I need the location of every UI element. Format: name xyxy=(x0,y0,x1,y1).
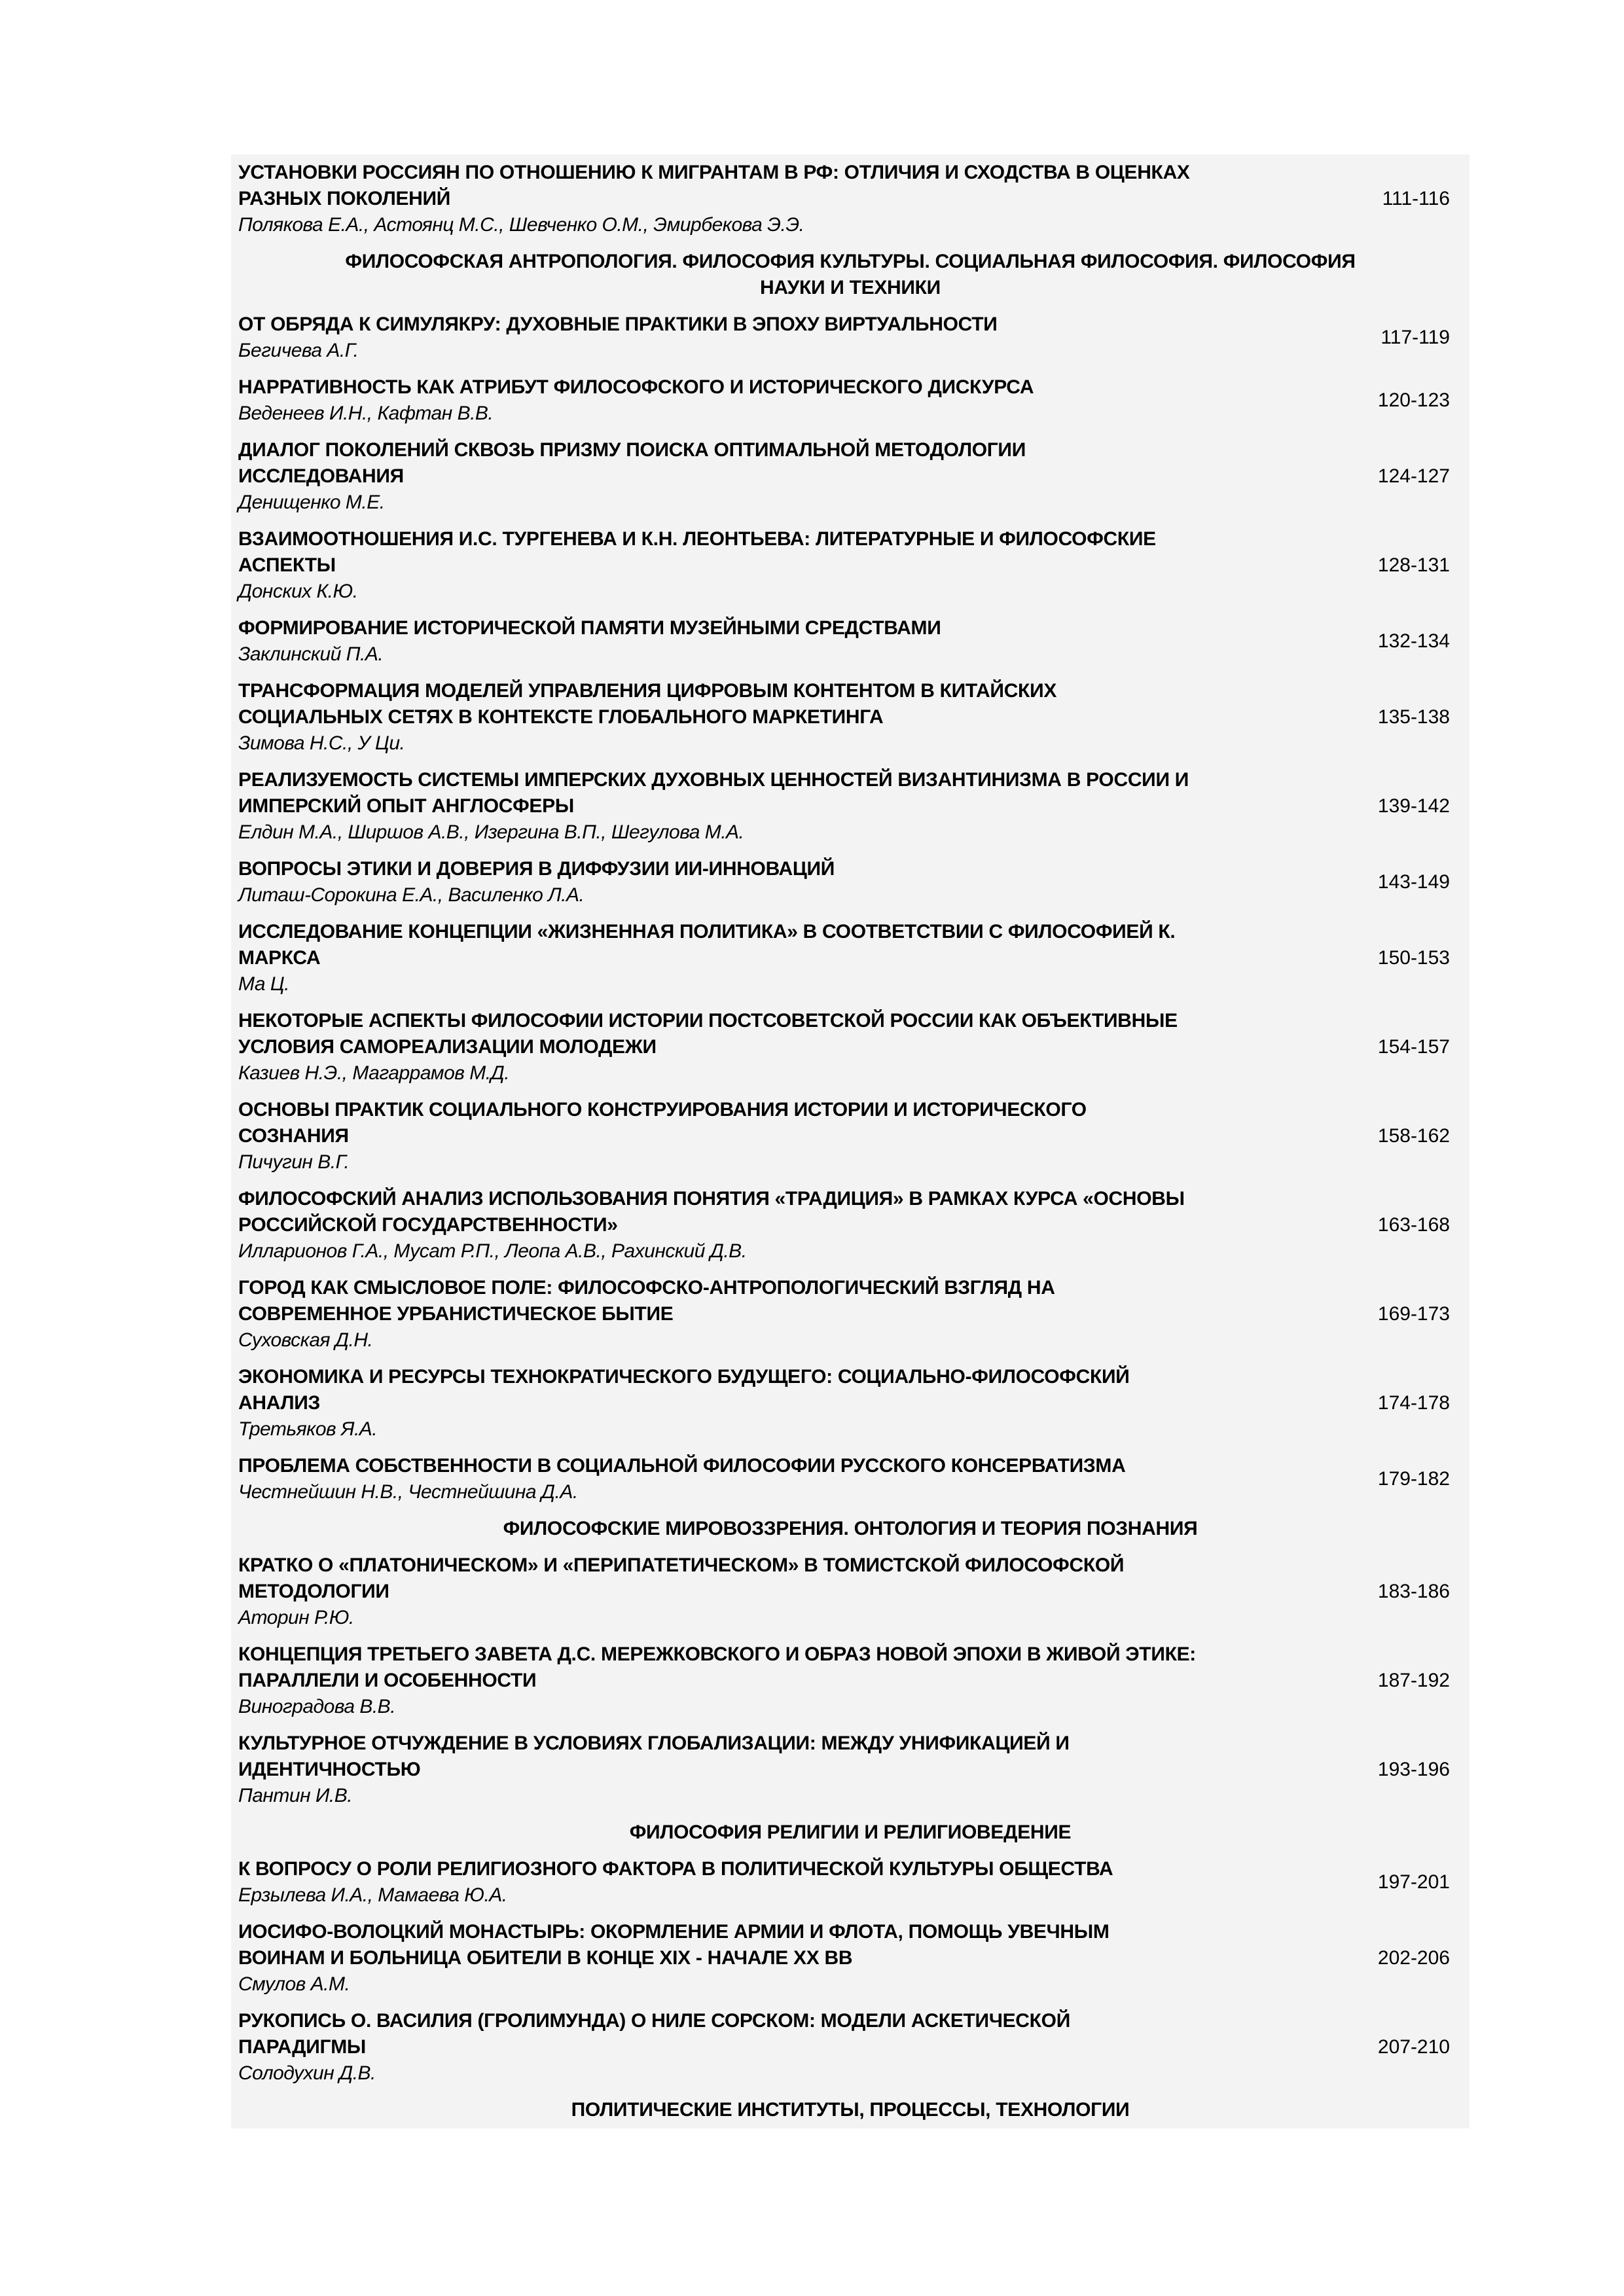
section-heading: ФИЛОСОФСКИЕ МИРОВОЗЗРЕНИЯ. ОНТОЛОГИЯ И ТЕОРИЯ ПОЗНАНИЯ xyxy=(503,1518,1198,1539)
entry-title: ДИАЛОГ ПОКОЛЕНИЙ СКВОЗЬ ПРИЗМУ ПОИСКА ОПТИМАЛЬНОЙ МЕТОДОЛОГИИ ИССЛЕДОВАНИЯ xyxy=(238,439,1026,487)
toc-entry xyxy=(231,306,1470,369)
entry-pages: 154-157 xyxy=(1377,1036,1450,1058)
entry-pages: 179-182 xyxy=(1377,1468,1450,1490)
entry-authors: Третьяков Я.А. xyxy=(238,1418,378,1440)
entry-pages: 158-162 xyxy=(1377,1125,1450,1147)
entry-pages: 111-116 xyxy=(1382,188,1450,209)
entry-text xyxy=(231,1641,1364,1720)
entry-authors: Солодухин Д.В. xyxy=(238,2062,376,2084)
entry-text xyxy=(231,1364,1364,1443)
entry-title: КОНЦЕПЦИЯ ТРЕТЬЕГО ЗАВЕТА Д.С. МЕРЕЖКОВСКОГО И ОБРАЗ НОВОЙ ЭПОХИ В ЖИВОЙ ЭТИКЕ: ПАРАЛЛЕЛИ И ОСОБЕННОСТИ xyxy=(238,1643,1196,1691)
entry-title: ИССЛЕДОВАНИЕ КОНЦЕПЦИИ «ЖИЗНЕННАЯ ПОЛИТИКА» В СООТВЕТСТВИИ С ФИЛОСОФИЕЙ К. МАРКСА xyxy=(238,921,1176,969)
entry-pages: 202-206 xyxy=(1377,1947,1450,1969)
entry-pages: 120-123 xyxy=(1377,389,1450,411)
toc-entry xyxy=(231,851,1470,914)
entry-title: УСТАНОВКИ РОССИЯН ПО ОТНОШЕНИЮ К МИГРАНТАМ В РФ: ОТЛИЧИЯ И СХОДСТВА В ОЦЕНКАХ РАЗНЫХ ПОКОЛЕНИЙ xyxy=(238,162,1190,209)
entry-authors: Смулов А.М. xyxy=(238,1973,350,1995)
entry-authors: Пантин И.В. xyxy=(238,1785,353,1806)
entry-pages: 193-196 xyxy=(1377,1759,1450,1780)
entry-text xyxy=(231,1731,1364,1809)
entry-authors: Илларионов Г.А., Мусат Р.П., Леопа А.В., Рахинский Д.В. xyxy=(238,1240,747,1262)
entry-authors: Донских К.Ю. xyxy=(238,581,358,602)
entry-pages: 174-178 xyxy=(1377,1392,1450,1414)
entry-text xyxy=(231,1097,1364,1175)
entry-title: ТРАНСФОРМАЦИЯ МОДЕЛЕЙ УПРАВЛЕНИЯ ЦИФРОВЫМ КОНТЕНТОМ В КИТАЙСКИХ СОЦИАЛЬНЫХ СЕТЯХ В КОНТЕКСТЕ ГЛОБАЛЬНОГО МАРКЕТИНГА xyxy=(238,680,1057,728)
entry-text xyxy=(231,437,1364,516)
entry-title: ОТ ОБРЯДА К СИМУЛЯКРУ: ДУХОВНЫЕ ПРАКТИКИ В ЭПОХУ ВИРТУАЛЬНОСТИ xyxy=(238,314,998,335)
entry-title: ФИЛОСОФСКИЙ АНАЛИЗ ИСПОЛЬЗОВАНИЯ ПОНЯТИЯ «ТРАДИЦИЯ» В РАМКАХ КУРСА «ОСНОВЫ РОССИЙСКОЙ ГОСУДАРСТВЕННОСТИ» xyxy=(238,1188,1185,1236)
entry-pages: 117-119 xyxy=(1380,327,1450,348)
entry-text xyxy=(231,1919,1364,1998)
entry-pages: 135-138 xyxy=(1377,706,1450,728)
entry-title: ВЗАИМООТНОШЕНИЯ И.С. ТУРГЕНЕВА И К.Н. ЛЕОНТЬЕВА: ЛИТЕРАТУРНЫЕ И ФИЛОСОФСКИЕ АСПЕКТЫ xyxy=(238,528,1156,576)
entry-authors: Аторин Р.Ю. xyxy=(238,1607,354,1628)
entry-authors: Виноградова В.В. xyxy=(238,1696,396,1717)
entry-title: РУКОПИСЬ О. ВАСИЛИЯ (ГРОЛИМУНДА) О НИЛЕ СОРСКОМ: МОДЕЛИ АСКЕТИЧЕСКОЙ ПАРАДИГМЫ xyxy=(238,2010,1070,2058)
entry-title: ЭКОНОМИКА И РЕСУРСЫ ТЕХНОКРАТИЧЕСКОГО БУДУЩЕГО: СОЦИАЛЬНО-ФИЛОСОФСКИЙ АНАЛИЗ xyxy=(238,1366,1130,1414)
entry-text xyxy=(231,919,1364,997)
entry-pages: 150-153 xyxy=(1377,947,1450,969)
entry-pages: 183-186 xyxy=(1377,1581,1450,1602)
toc-entry xyxy=(231,1270,1470,1359)
entry-authors: Честнейшин Н.В., Честнейшина Д.А. xyxy=(238,1481,578,1503)
toc-entry xyxy=(231,154,1470,243)
entry-title: ОСНОВЫ ПРАКТИК СОЦИАЛЬНОГО КОНСТРУИРОВАНИЯ ИСТОРИИ И ИСТОРИЧЕСКОГО СОЗНАНИЯ xyxy=(238,1099,1087,1147)
entry-pages: 187-192 xyxy=(1377,1670,1450,1691)
toc-entry xyxy=(231,1851,1470,1914)
entry-authors: Заклинский П.А. xyxy=(238,643,384,665)
entry-title: ФОРМИРОВАНИЕ ИСТОРИЧЕСКОЙ ПАМЯТИ МУЗЕЙНЫМИ СРЕДСТВАМИ xyxy=(238,617,941,639)
section-heading: ПОЛИТИЧЕСКИЕ ИНСТИТУТЫ, ПРОЦЕССЫ, ТЕХНОЛОГИИ xyxy=(571,2099,1130,2121)
entry-title: ИОСИФО-ВОЛОЦКИЙ МОНАСТЫРЬ: ОКОРМЛЕНИЕ АРМИИ И ФЛОТА, ПОМОЩЬ УВЕЧНЫМ ВОИНАМ И БОЛЬНИЦА ОБИТЕЛИ В КОНЦЕ XIX - НАЧАЛЕ XX ВВ xyxy=(238,1921,1110,1969)
toc-entry xyxy=(231,914,1470,1003)
entry-title: ВОПРОСЫ ЭТИКИ И ДОВЕРИЯ В ДИФФУЗИИ ИИ-ИННОВАЦИЙ xyxy=(238,858,835,880)
toc-entry xyxy=(231,1914,1470,2003)
entry-title: НЕКОТОРЫЕ АСПЕКТЫ ФИЛОСОФИИ ИСТОРИИ ПОСТСОВЕТСКОЙ РОССИИ КАК ОБЪЕКТИВНЫЕ УСЛОВИЯ САМОРЕАЛИЗАЦИИ МОЛОДЕЖИ xyxy=(238,1010,1178,1058)
toc-entry xyxy=(231,369,1470,432)
entry-title: ПРОБЛЕМА СОБСТВЕННОСТИ В СОЦИАЛЬНОЙ ФИЛОСОФИИ РУССКОГО КОНСЕРВАТИЗМА xyxy=(238,1455,1126,1477)
toc-entry xyxy=(231,1547,1470,1636)
section-heading: ФИЛОСОФИЯ РЕЛИГИИ И РЕЛИГИОВЕДЕНИЕ xyxy=(629,1821,1072,1843)
toc-entry xyxy=(231,1448,1470,1511)
entry-text xyxy=(231,1186,1364,1265)
toc-entry xyxy=(231,1092,1470,1181)
entry-title: КРАТКО О «ПЛАТОНИЧЕСКОМ» И «ПЕРИПАТЕТИЧЕСКОМ» В ТОМИСТСКОЙ ФИЛОСОФСКОЙ МЕТОДОЛОГИИ xyxy=(238,1554,1125,1602)
entry-title: ГОРОД КАК СМЫСЛОВОЕ ПОЛЕ: ФИЛОСОФСКО-АНТРОПОЛОГИЧЕСКИЙ ВЗГЛЯД НА СОВРЕМЕННОЕ УРБАНИСТИЧЕСКОЕ БЫТИЕ xyxy=(238,1277,1055,1325)
entry-text xyxy=(231,856,1364,908)
entry-title: К ВОПРОСУ О РОЛИ РЕЛИГИОЗНОГО ФАКТОРА В ПОЛИТИЧЕСКОЙ КУЛЬТУРЫ ОБЩЕСТВА xyxy=(238,1858,1113,1880)
toc-entry xyxy=(231,1003,1470,1092)
entry-text xyxy=(231,1008,1364,1086)
entry-text xyxy=(231,678,1364,757)
entry-text xyxy=(231,615,1364,668)
entry-authors: Ма Ц. xyxy=(238,973,289,995)
toc-entry xyxy=(231,521,1470,610)
entry-text xyxy=(231,160,1364,238)
entry-authors: Бегичева А.Г. xyxy=(238,340,359,361)
entry-authors: Денищенко М.Е. xyxy=(238,492,385,513)
entry-pages: 169-173 xyxy=(1377,1303,1450,1325)
table-of-contents xyxy=(231,154,1470,2128)
entry-authors: Казиев Н.Э., Магаррамов М.Д. xyxy=(238,1062,510,1084)
toc-entry xyxy=(231,432,1470,521)
entry-text xyxy=(231,1856,1364,1909)
entry-text xyxy=(231,526,1364,605)
entry-authors: Зимова Н.С., У Ци. xyxy=(238,732,405,754)
entry-pages: 124-127 xyxy=(1377,465,1450,487)
toc-entry xyxy=(231,673,1470,762)
toc-entry xyxy=(231,610,1470,673)
toc-entry xyxy=(231,1359,1470,1448)
entry-authors: Веденеев И.Н., Кафтан В.В. xyxy=(238,403,494,424)
entry-pages: 207-210 xyxy=(1377,2036,1450,2058)
entry-text xyxy=(231,312,1364,364)
entry-title: РЕАЛИЗУЕМОСТЬ СИСТЕМЫ ИМПЕРСКИХ ДУХОВНЫХ ЦЕННОСТЕЙ ВИЗАНТИНИЗМА В РОССИИ И ИМПЕРСКИЙ ОПЫТ АНГЛОСФЕРЫ xyxy=(238,769,1189,817)
entry-text xyxy=(231,374,1364,427)
entry-authors: Литаш-Сорокина Е.А., Василенко Л.А. xyxy=(238,884,585,906)
entry-authors: Елдин М.А., Ширшов А.В., Изергина В.П., Шегулова М.А. xyxy=(238,821,744,843)
entry-authors: Ерзылева И.А., Мамаева Ю.А. xyxy=(238,1884,507,1906)
entry-text xyxy=(231,1552,1364,1631)
entry-pages: 143-149 xyxy=(1377,871,1450,893)
section-heading: ФИЛОСОФСКАЯ АНТРОПОЛОГИЯ. ФИЛОСОФИЯ КУЛЬТУРЫ. СОЦИАЛЬНАЯ ФИЛОСОФИЯ. ФИЛОСОФИЯ НАУКИ И ТЕХНИКИ xyxy=(345,251,1356,298)
toc-entry xyxy=(231,1181,1470,1270)
entry-authors: Полякова Е.А., Астоянц М.С., Шевченко О.М., Эмирбекова Э.Э. xyxy=(238,214,804,236)
entry-text xyxy=(231,2008,1364,2087)
entry-title: НАРРАТИВНОСТЬ КАК АТРИБУТ ФИЛОСОФСКОГО И ИСТОРИЧЕСКОГО ДИСКУРСА xyxy=(238,376,1034,398)
toc-entry xyxy=(231,1725,1470,1814)
entry-pages: 197-201 xyxy=(1377,1871,1450,1893)
toc-entry xyxy=(231,762,1470,851)
entry-pages: 132-134 xyxy=(1377,630,1450,652)
entry-pages: 139-142 xyxy=(1377,795,1450,817)
entry-text xyxy=(231,1275,1364,1354)
toc-entry xyxy=(231,2003,1470,2092)
entry-authors: Пичугин В.Г. xyxy=(238,1151,350,1173)
entry-title: КУЛЬТУРНОЕ ОТЧУЖДЕНИЕ В УСЛОВИЯХ ГЛОБАЛИЗАЦИИ: МЕЖДУ УНИФИКАЦИЕЙ И ИДЕНТИЧНОСТЬЮ xyxy=(238,1732,1070,1780)
entry-text xyxy=(231,1453,1364,1505)
entry-pages: 163-168 xyxy=(1377,1214,1450,1236)
entry-text xyxy=(231,767,1364,846)
entry-authors: Суховская Д.Н. xyxy=(238,1329,373,1351)
entry-pages: 128-131 xyxy=(1377,554,1450,576)
toc-entry xyxy=(231,1636,1470,1725)
